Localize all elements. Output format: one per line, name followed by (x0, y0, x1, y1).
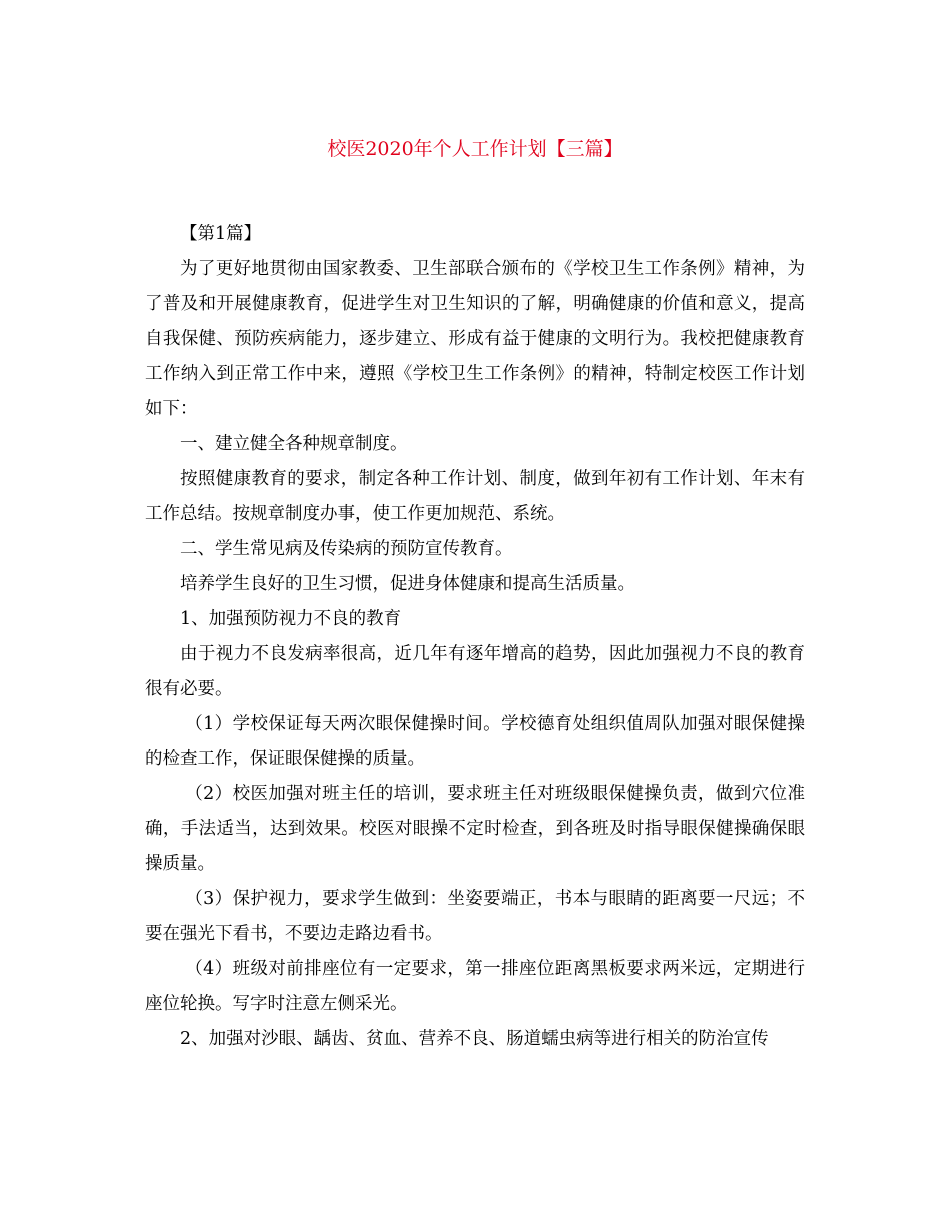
heading-common-disease-prevention: 2、加强对沙眼、龋齿、贫血、营养不良、肠道蠕虫病等进行相关的防治宣传 (180, 1029, 769, 1049)
heading-vision-education: 1、加强预防视力不良的教育 (180, 609, 402, 629)
paragraph-vision-rate: 由于视力不良发病率很高，近几年有逐年增高的趋势，因此加强视力不良的教育很有必要。 (145, 644, 805, 699)
list-item-seating: （4）班级对前排座位有一定要求，第一排座位距离黑板要求两米远，定期进行座位轮换。写字时注意左侧采光。 (145, 959, 805, 1014)
list-item-teacher-training: （2）校医加强对班主任的培训，要求班主任对班级眼保健操负责，做到穴位准确，手法适当，达到效果。校医对眼操不定时检查，到各班及时指导眼保健操确保眼操质量。 (145, 784, 805, 874)
paragraph-rules-system: 按照健康教育的要求，制定各种工作计划、制度，做到年初有工作计划、年末有工作总结。按规章制度办事，使工作更加规范、系统。 (145, 469, 805, 524)
intro-paragraph: 为了更好地贯彻由国家教委、卫生部联合颁布的《学校卫生工作条例》精神，为了普及和开展健康教育，促进学生对卫生知识的了解，明确健康的价值和意义，提高自我保健、预防疾病能力，逐步建立、形成有益于健康的文明行为。我校把健康教育工作纳入到正常工作中来，遵照《学校卫生工作条例》的精神，特制定校医工作计划如下： (145, 259, 805, 419)
document-title: 校医2020年个人工作计划【三篇】 (327, 138, 623, 160)
list-item-protect-vision: （3）保护视力，要求学生做到：坐姿要端正，书本与眼睛的距离要一尺远；不要在强光下看书，不要边走路边看书。 (145, 889, 805, 944)
paragraph-hygiene-habits: 培养学生良好的卫生习惯，促进身体健康和提高生活质量。 (180, 574, 635, 594)
heading-rules-system: 一、建立健全各种规章制度。 (180, 434, 408, 454)
document-body (145, 217, 805, 1057)
list-item-eye-exercise-time: （1）学校保证每天两次眼保健操时间。学校德育处组织值周队加强对眼保健操的检查工作，保证眼保健操的质量。 (145, 714, 805, 769)
heading-disease-prevention: 二、学生常见病及传染病的预防宣传教育。 (180, 539, 513, 559)
section-heading-part-1: 【第1篇】 (180, 224, 262, 244)
